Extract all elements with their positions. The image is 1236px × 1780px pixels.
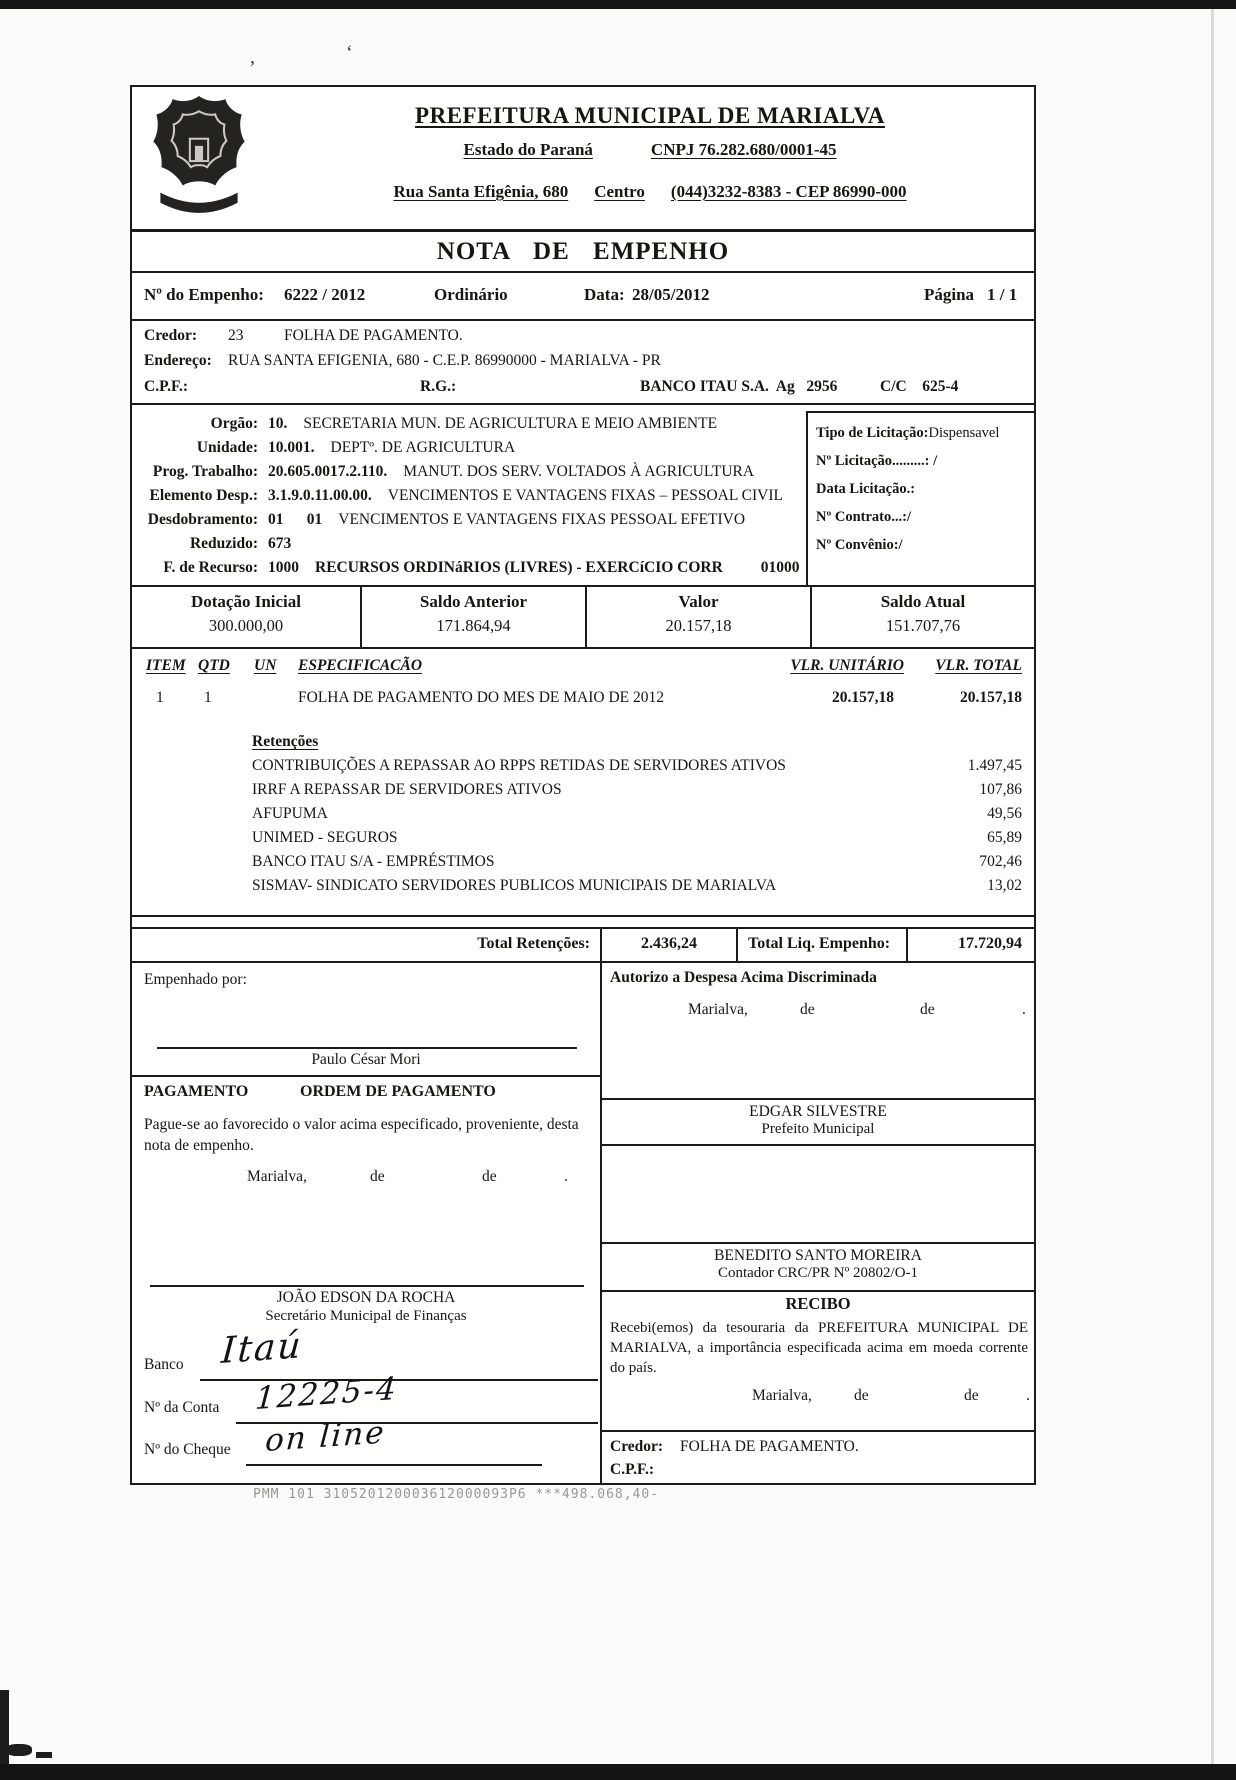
total-liq-empenho-label: Total Liq. Empenho:: [738, 929, 908, 961]
recibo-credor-value: FOLHA DE PAGAMENTO.: [680, 1438, 859, 1455]
tipo-licitacao-value: Dispensavel: [928, 425, 1000, 441]
signature-line: [150, 1285, 584, 1287]
endereco-value: RUA SANTA EFIGENIA, 680 - C.E.P. 86990000 - MARIALVA - PR: [228, 352, 661, 369]
section-divider: [602, 1430, 1034, 1432]
item-vlr-unitario: 20.157,18: [832, 689, 894, 706]
recibo-credor-label: Credor:: [610, 1438, 664, 1455]
items-header-especificacao: ESPECIFICACÃO: [298, 657, 423, 674]
page-label: Página: [924, 285, 975, 304]
desdobramento-desc: VENCIMENTOS E VANTAGENS FIXAS PESSOAL EFETIVO: [338, 511, 746, 528]
city-date-de2: de: [920, 1001, 935, 1018]
section-divider: [132, 1075, 600, 1077]
municipality-title: PREFEITURA MUNICIPAL DE MARIALVA: [415, 103, 885, 128]
item-number: 1: [156, 689, 164, 706]
numero-contrato-line: Nº Contrato...:/: [816, 509, 911, 525]
address-street: Rua Santa Efigênia, 680: [393, 182, 569, 201]
saldo-anterior-value: 171.864,94: [436, 616, 511, 635]
empenho-date-label: Data:: [584, 285, 625, 304]
credor-label: Credor:: [144, 327, 198, 344]
desdobramento-code: 01 01: [268, 511, 323, 528]
retencao-name: BANCO ITAU S/A - EMPRÉSTIMOS: [252, 853, 495, 870]
page-value: 1 / 1: [987, 285, 1018, 304]
reduzido-row: [140, 535, 291, 553]
unidade-label: Unidade:: [196, 439, 258, 456]
address-line: [266, 182, 1034, 202]
cheque-field-line: [246, 1464, 542, 1466]
elemento-desp-row: [140, 487, 783, 505]
saldo-anterior-col: [362, 587, 587, 647]
empenho-number-label: Nº do Empenho:: [144, 285, 264, 304]
scan-edge-right: [1211, 9, 1214, 1764]
prog-trabalho-desc: MANUT. DOS SERV. VOLTADOS À AGRICULTURA: [403, 463, 755, 480]
city-date-de2: de: [482, 1168, 497, 1185]
city-date-city: Marialva,: [688, 1001, 748, 1018]
orgao-code: 10.: [268, 415, 288, 432]
elemento-desp-label: Elemento Desp.:: [149, 487, 258, 504]
banco-handwriting: Itaú: [220, 1325, 305, 1372]
desdobramento-row: [140, 511, 745, 529]
cpf-label: C.P.F.:: [144, 378, 189, 395]
elemento-desp-code: 3.1.9.0.11.00.00.: [268, 487, 372, 504]
city-date-de1: de: [370, 1168, 385, 1185]
total-retencoes-label: Total Retenções:: [132, 929, 602, 961]
city-date-dot: .: [1022, 1001, 1026, 1018]
document-header: [132, 87, 1034, 229]
empenho-kind: Ordinário: [434, 285, 508, 304]
valor-col: [587, 587, 812, 647]
banco-agencia: BANCO ITAU S.A. Ag 2956: [640, 378, 838, 395]
item-qtd: 1: [204, 689, 212, 706]
signatures-area: [132, 963, 1034, 1483]
scan-smudge: [36, 1752, 52, 1758]
items-header-vlr-unitario: VLR. UNITÁRIO: [790, 657, 904, 674]
scan-edge-top: [0, 0, 1236, 9]
prefeito-signature-title: Prefeito Municipal: [761, 1121, 875, 1137]
unidade-row: [140, 439, 515, 457]
recibo-title: RECIBO: [785, 1294, 851, 1313]
elemento-desp-desc: VENCIMENTOS E VANTAGENS FIXAS – PESSOAL CIVIL: [387, 487, 783, 504]
item-vlr-total: 20.157,18: [960, 689, 1022, 706]
orgao-desc: SECRETARIA MUN. DE AGRICULTURA E MEIO AMBIENTE: [303, 415, 718, 432]
prog-trabalho-label: Prog. Trabalho:: [152, 463, 258, 480]
reduzido-code: 673: [268, 535, 292, 552]
retencao-name: SISMAV- SINDICATO SERVIDORES PUBLICOS MUNICIPAIS DE MARIALVA: [252, 877, 777, 894]
reduzido-label: Reduzido:: [189, 535, 258, 552]
recibo-text: Recebi(emos) da tesouraria da PREFEITURA MUNICIPAL DE MARIALVA, a importância especificada acima em moeda corrente do país.: [610, 1320, 1028, 1376]
rg-label: R.G.:: [420, 378, 457, 395]
contador-signature-name: BENEDITO SANTO MOREIRA: [714, 1247, 922, 1264]
secretario-signature-title: Secretário Municipal de Finanças: [265, 1308, 467, 1324]
retencao-value: 49,56: [987, 805, 1022, 822]
classificacao-block: [132, 405, 1034, 587]
city-date-city: Marialva,: [752, 1387, 812, 1404]
items-header-item: ITEM: [146, 657, 186, 674]
dotacao-inicial-col: [132, 587, 362, 647]
empenhado-por-label: Empenhado por:: [144, 971, 247, 988]
document-title-band: [132, 229, 1034, 273]
retencao-name: CONTRIBUIÇÕES A REPASSAR AO RPPS RETIDAS DE SERVIDORES ATIVOS: [252, 757, 786, 774]
items-header-qtd: QTD: [198, 657, 230, 674]
valor-header: Valor: [678, 592, 719, 611]
autorizo-despesa-label: Autorizo a Despesa Acima Discriminada: [610, 969, 877, 986]
scan-edge-bottom: [0, 1764, 1236, 1780]
city-date-dot: .: [1026, 1387, 1030, 1404]
fonte-recurso-code: 1000: [268, 559, 299, 576]
tipo-licitacao-line: [816, 425, 1026, 442]
retencao-value: 13,02: [987, 877, 1022, 894]
signature-line: [602, 1242, 1034, 1244]
dotacao-table: [132, 587, 1034, 649]
conta-handwriting: 12225-4: [254, 1370, 400, 1417]
section-divider: [602, 1290, 1034, 1292]
items-section: [132, 649, 1034, 917]
fonte-recurso-extra-code: 01000: [760, 559, 800, 576]
fonte-recurso-desc: RECURSOS ORDINáRIOS (LIVRES) - EXERCíCIO CORR: [315, 559, 723, 576]
pagamento-title: PAGAMENTO: [144, 1083, 249, 1100]
retencao-name: IRRF A REPASSAR DE SERVIDORES ATIVOS: [252, 781, 562, 798]
saldo-anterior-header: Saldo Anterior: [419, 592, 528, 611]
spacer-row: [132, 917, 1034, 929]
items-header-un: UN: [254, 657, 277, 674]
conta-field-label: Nº da Conta: [144, 1399, 220, 1416]
city-date-de1: de: [800, 1001, 815, 1018]
data-licitacao-line: Data Licitação.:: [816, 481, 916, 497]
dotacao-inicial-header: Dotação Inicial: [190, 592, 302, 611]
signature-line: [602, 1098, 1034, 1100]
valor-value: 20.157,18: [665, 616, 732, 635]
crest-icon: [142, 93, 256, 219]
orgao-row: [140, 415, 717, 433]
pagamento-text: Pague-se ao favorecido o valor acima especificado, proveniente, desta nota de empenho.: [144, 1116, 579, 1154]
scan-speck: ,: [250, 46, 255, 68]
dotacao-inicial-value: 300.000,00: [208, 616, 284, 635]
retencao-name: UNIMED - SEGUROS: [252, 829, 398, 846]
city-crest-logo: [132, 87, 266, 229]
contador-signature-title: Contador CRC/PR Nº 20802/O-1: [717, 1265, 919, 1281]
total-retencoes-value: 2.436,24: [602, 929, 738, 961]
prefeito-signature-name: EDGAR SILVESTRE: [749, 1103, 887, 1120]
state-label: Estado do Paraná: [463, 140, 593, 159]
desdobramento-label: Desdobramento:: [147, 511, 258, 528]
total-liq-empenho-value: 17.720,94: [958, 935, 1022, 952]
city-date-dot: .: [564, 1168, 568, 1185]
empenho-number-value: 6222 / 2012: [284, 285, 366, 304]
retencao-value: 107,86: [979, 781, 1022, 798]
item-especificacao: FOLHA DE PAGAMENTO DO MES DE MAIO DE 2012: [298, 689, 664, 706]
empenhado-signature-name: Paulo César Mori: [311, 1051, 421, 1068]
scan-smudge: [6, 1744, 32, 1756]
items-header-vlr-total: VLR. TOTAL: [935, 657, 1022, 674]
retencao-name: AFUPUMA: [252, 805, 328, 822]
state-cnpj-line: [266, 140, 1034, 160]
orgao-label: Orgão:: [210, 415, 258, 432]
unidade-code: 10.001.: [268, 439, 315, 456]
unidade-desc: DEPTº. DE AGRICULTURA: [330, 439, 516, 456]
city-date-city: Marialva,: [247, 1168, 307, 1185]
prog-trabalho-row: [140, 463, 754, 481]
credor-block: [132, 321, 1034, 405]
document-title: NOTA DE EMPENHO: [436, 238, 730, 265]
fonte-recurso-row: [140, 559, 800, 577]
left-signature-column: [132, 963, 602, 1483]
tipo-licitacao-label: Tipo de Licitação:: [816, 425, 929, 441]
empenho-number-row: [132, 273, 1034, 321]
retencao-value: 1.497,45: [967, 757, 1022, 774]
retencoes-title: Retenções: [252, 733, 319, 750]
endereco-label: Endereço:: [144, 352, 212, 369]
saldo-atual-value: 151.707,76: [885, 616, 961, 635]
secretario-signature-name: JOÃO EDSON DA ROCHA: [276, 1289, 456, 1306]
licitacao-box: [806, 411, 1034, 585]
nota-de-empenho-document: [130, 85, 1036, 1485]
cheque-field-label: Nº do Cheque: [144, 1441, 231, 1458]
ordem-pagamento-title: ORDEM DE PAGAMENTO: [300, 1083, 496, 1100]
fonte-recurso-label: F. de Recurso:: [163, 559, 258, 576]
city-date-de2: de: [964, 1387, 979, 1404]
credor-name: FOLHA DE PAGAMENTO.: [284, 327, 463, 344]
retencao-value: 702,46: [979, 853, 1022, 870]
numero-licitacao-line: Nº Licitação.........: /: [816, 453, 938, 469]
address-district: Centro: [594, 182, 645, 201]
credor-code: 23: [228, 327, 244, 344]
recibo-cpf-label: C.P.F.:: [610, 1461, 655, 1478]
prog-trabalho-code: 20.605.0017.2.110.: [268, 463, 388, 480]
city-date-de1: de: [854, 1387, 869, 1404]
dot-matrix-footer-code: PMM 101 310520120003612000093P6 ***498.068,40-: [253, 1487, 660, 1502]
signature-line: [157, 1047, 577, 1049]
cheque-handwriting: on line: [264, 1414, 387, 1459]
saldo-atual-col: [812, 587, 1034, 647]
empenho-date-value: 28/05/2012: [632, 285, 710, 304]
retencao-value: 65,89: [987, 829, 1022, 846]
right-signature-column: [602, 963, 1034, 1483]
numero-convenio-line: Nº Convênio:/: [816, 537, 903, 553]
saldo-atual-header: Saldo Atual: [880, 592, 966, 611]
totals-row: [132, 929, 1034, 963]
section-divider: [602, 1144, 1034, 1146]
cnpj-label: CNPJ 76.282.680/0001-45: [650, 140, 837, 159]
conta-corrente: C/C 625-4: [880, 378, 959, 395]
banco-field-label: Banco: [144, 1356, 184, 1373]
scan-speck: ‘: [346, 42, 353, 64]
address-phone-cep: (044)3232-8383 - CEP 86990-000: [670, 182, 907, 201]
